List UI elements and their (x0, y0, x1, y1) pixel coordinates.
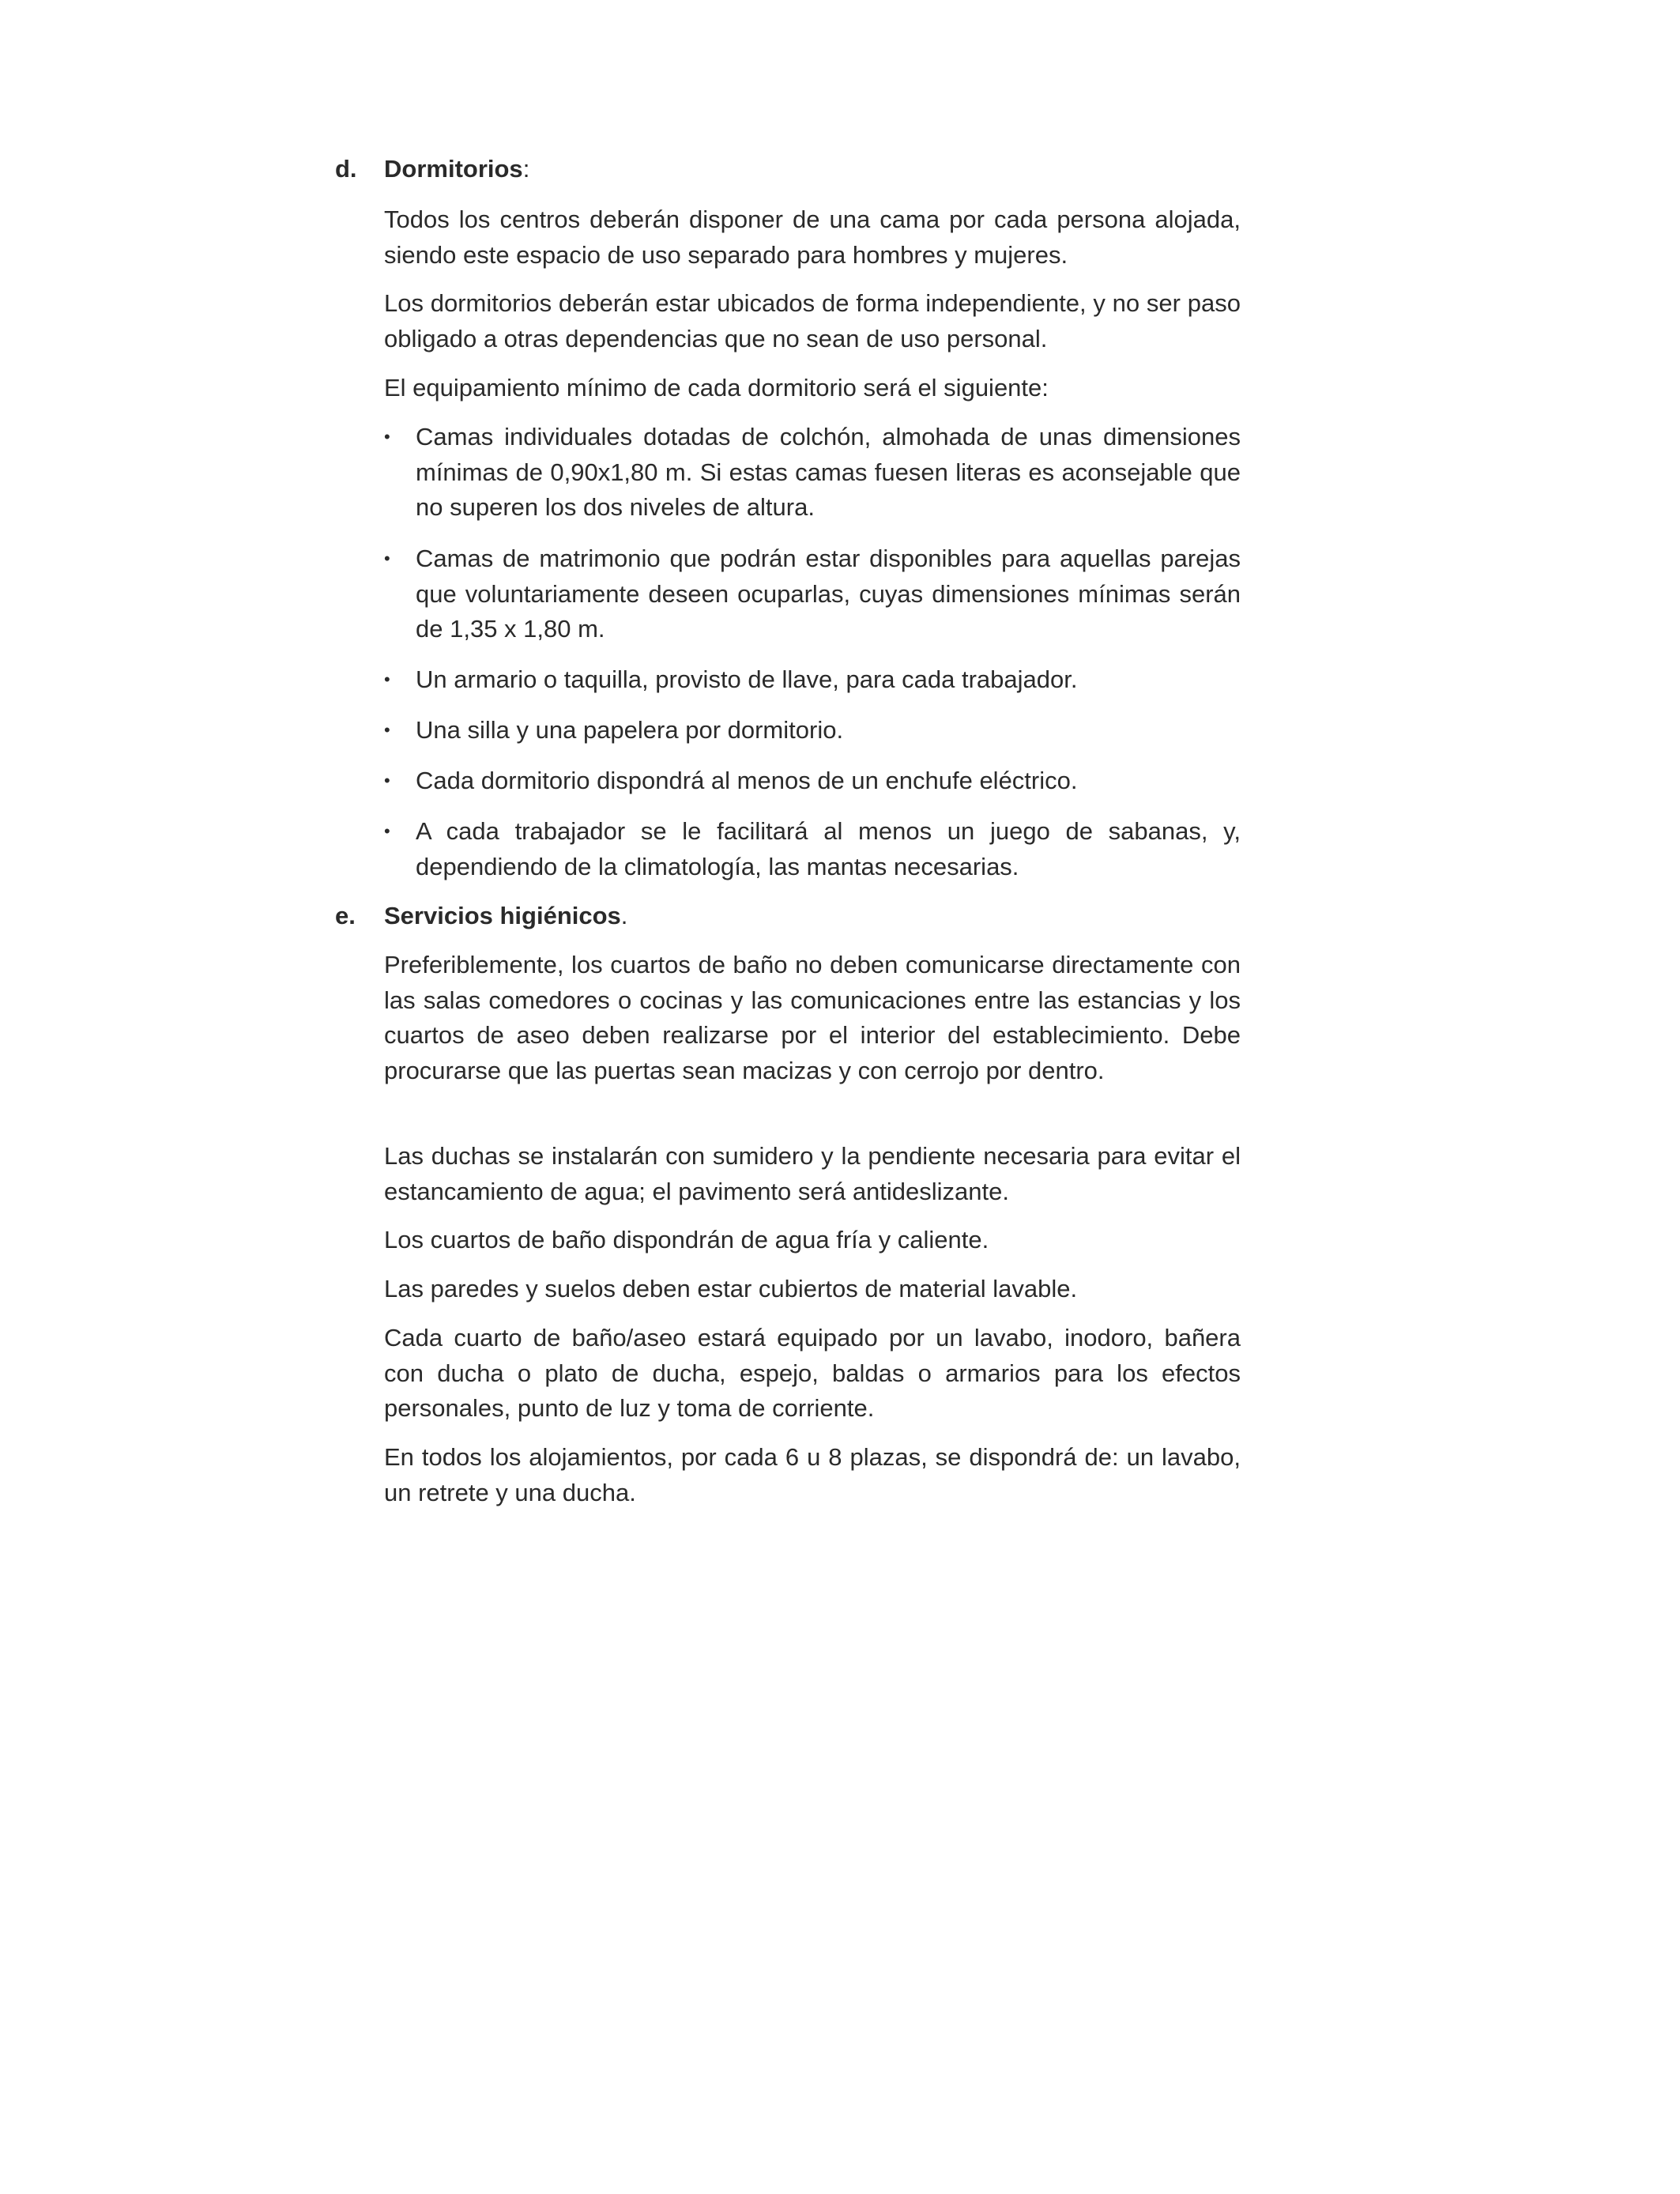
paragraph: Preferiblemente, los cuartos de baño no deben comunicarse directamente con las salas comedores o cocinas y las comunicaciones entre las estancias y los cuartos de aseo deben realizarse por el interior del establecimiento. Debe procurarse que las puertas sean macizas y con cerrojo por dentro. (384, 951, 1241, 1084)
section-heading-servicios-higienicos (335, 899, 627, 933)
bullet-icon: • (384, 669, 390, 689)
list-item (384, 420, 1241, 526)
section-title: Servicios higiénicos (384, 902, 621, 929)
section-title-suffix: : (522, 155, 530, 183)
list-item-text: Camas de matrimonio que podrán estar disponibles para aquellas parejas que voluntariamente deseen ocuparlas, cuyas dimensiones mínimas serán de 1,35 x 1,80 m. (416, 545, 1241, 643)
bullet-icon: • (384, 548, 390, 568)
section-heading-dormitorios (335, 152, 529, 187)
list-item-text: Camas individuales dotadas de colchón, almohada de unas dimensiones mínimas de 0,90x1,80 m. Si estas camas fuesen literas es aconsejable que no superen los dos niveles de altura. (416, 423, 1241, 521)
list-item (384, 541, 1241, 647)
section-title: Dormitorios (384, 155, 523, 183)
paragraph: El equipamiento mínimo de cada dormitorio será el siguiente: (384, 374, 1049, 401)
bullet-icon: • (384, 821, 390, 841)
paragraph: Las paredes y suelos deben estar cubiertos de material lavable. (384, 1275, 1078, 1302)
section-letter: d. (335, 155, 357, 183)
paragraph: Los dormitorios deberán estar ubicados de forma independiente, y no ser paso obligado a otras dependencias que no sean de uso personal. (384, 289, 1241, 352)
paragraph: Los cuartos de baño dispondrán de agua fría y caliente. (384, 1226, 989, 1253)
paragraph: En todos los alojamientos, por cada 6 u 8 plazas, se dispondrá de: un lavabo, un retrete y una ducha. (384, 1443, 1241, 1506)
list-item (384, 662, 1241, 698)
list-item (384, 713, 1241, 748)
list-item-text: Un armario o taquilla, provisto de llave, para cada trabajador. (416, 665, 1078, 693)
bullet-icon: • (384, 427, 390, 447)
paragraph: Cada cuarto de baño/aseo estará equipado por un lavabo, inodoro, bañera con ducha o plato de ducha, espejo, baldas o armarios para los efectos personales, punto de luz y toma de corriente. (384, 1324, 1241, 1422)
list-item-text: Cada dormitorio dispondrá al menos de un enchufe eléctrico. (416, 767, 1078, 794)
section-title-suffix: . (620, 902, 628, 929)
list-item (384, 763, 1241, 799)
paragraph: Todos los centros deberán disponer de una cama por cada persona alojada, siendo este espacio de uso separado para hombres y mujeres. (384, 205, 1241, 269)
list-item-text: Una silla y una papelera por dormitorio. (416, 716, 844, 744)
bullet-icon: • (384, 771, 390, 790)
list-item-text: A cada trabajador se le facilitará al menos un juego de sabanas, y, dependiendo de la climatología, las mantas necesarias. (416, 817, 1241, 880)
section-letter: e. (335, 902, 356, 929)
bullet-icon: • (384, 720, 390, 740)
list-item (384, 814, 1241, 884)
paragraph: Las duchas se instalarán con sumidero y la pendiente necesaria para evitar el estancamiento de agua; el pavimento será antideslizante. (384, 1142, 1241, 1205)
